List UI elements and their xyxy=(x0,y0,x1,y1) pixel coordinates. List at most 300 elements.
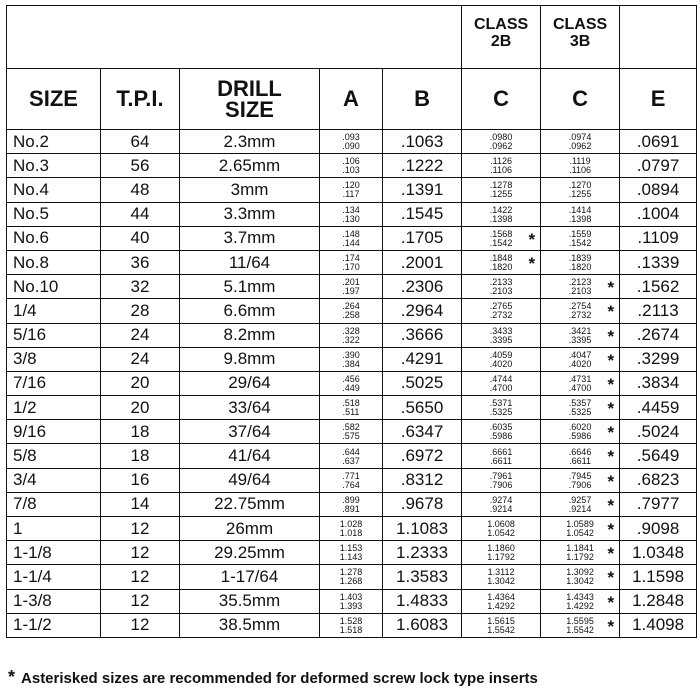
a-max: 1.028 xyxy=(339,519,363,530)
cell-c-2b xyxy=(462,226,541,250)
a-max: .328 xyxy=(342,325,360,336)
cell-tpi: 28 xyxy=(101,299,180,323)
header-tpi: T.P.I. xyxy=(101,69,180,130)
c3b-min: .2103 xyxy=(568,286,592,297)
a-range xyxy=(342,423,360,441)
a-max: .582 xyxy=(342,422,360,433)
c2b-max: 1.3112 xyxy=(487,567,515,578)
cell-drill-size: 22.75mm xyxy=(180,492,320,516)
cell-size: No.3 xyxy=(7,154,101,178)
a-max: 1.278 xyxy=(339,567,363,578)
c3b-range xyxy=(569,351,592,369)
c2b-min: .0962 xyxy=(489,141,513,152)
cell-drill-size: 29/64 xyxy=(180,371,320,395)
a-min: .130 xyxy=(342,213,360,224)
c2b-range xyxy=(490,327,513,345)
cell-c-3b xyxy=(541,396,620,420)
a-range xyxy=(342,302,360,320)
table-row xyxy=(7,589,697,613)
cell-c-3b xyxy=(541,565,620,589)
cell-c-3b xyxy=(541,541,620,565)
cell-b: .5650 xyxy=(383,396,462,420)
a-min: .637 xyxy=(342,455,360,466)
cell-c-3b xyxy=(541,420,620,444)
c2b-range xyxy=(490,423,513,441)
cell-b: .2306 xyxy=(383,275,462,299)
cell-e: .0797 xyxy=(620,154,697,178)
c3b-max: .2123 xyxy=(568,277,592,288)
column-header-row xyxy=(7,69,697,130)
cell-b: .6972 xyxy=(383,444,462,468)
header-c-3b: C xyxy=(541,69,620,130)
c3b-min: 1.3042 xyxy=(566,576,594,587)
cell-a xyxy=(320,347,383,371)
cell-drill-size: 49/64 xyxy=(180,468,320,492)
c3b-range xyxy=(569,375,592,393)
cell-c-2b xyxy=(462,396,541,420)
a-min: .384 xyxy=(342,358,360,369)
cell-c-3b xyxy=(541,347,620,371)
c3b-max: .1270 xyxy=(568,180,592,191)
c2b-min: 1.3042 xyxy=(487,576,515,587)
cell-c-2b xyxy=(462,420,541,444)
table-row xyxy=(7,420,697,444)
cell-e: .1109 xyxy=(620,226,697,250)
c3b-range xyxy=(569,302,592,320)
c2b-max: .9274 xyxy=(489,494,513,505)
table-body xyxy=(7,130,697,638)
a-range xyxy=(342,496,360,514)
a-range xyxy=(342,448,360,466)
cell-a xyxy=(320,492,383,516)
c3b-max: .0974 xyxy=(568,132,592,143)
c3b-range xyxy=(566,593,594,611)
cell-e: .1004 xyxy=(620,202,697,226)
cell-e: .4459 xyxy=(620,396,697,420)
table-row xyxy=(7,299,697,323)
c3b-range xyxy=(566,568,594,586)
c2b-min: 1.1792 xyxy=(487,552,515,563)
cell-a xyxy=(320,275,383,299)
a-range xyxy=(342,375,360,393)
table-row xyxy=(7,178,697,202)
c3b-range xyxy=(569,423,592,441)
a-min: .090 xyxy=(342,141,360,152)
cell-b: .1222 xyxy=(383,154,462,178)
c3b-min: .5325 xyxy=(568,407,592,418)
c2b-range xyxy=(490,157,512,175)
cell-b: .8312 xyxy=(383,468,462,492)
asterisk-marker: * xyxy=(528,253,536,273)
cell-drill-size: 3mm xyxy=(180,178,320,202)
c2b-range xyxy=(490,472,513,490)
table-row xyxy=(7,613,697,637)
cell-drill-size: 26mm xyxy=(180,517,320,541)
c3b-range xyxy=(569,278,592,296)
cell-size: 3/4 xyxy=(7,468,101,492)
cell-b: .2964 xyxy=(383,299,462,323)
c2b-min: .1398 xyxy=(489,213,513,224)
c3b-range xyxy=(569,327,592,345)
a-min: .511 xyxy=(342,407,360,418)
a-range xyxy=(342,254,360,272)
c2b-min: 1.4292 xyxy=(487,600,515,611)
cell-c-3b xyxy=(541,178,620,202)
cell-c-2b xyxy=(462,468,541,492)
cell-size: 7/8 xyxy=(7,492,101,516)
a-min: 1.268 xyxy=(339,576,363,587)
c2b-range xyxy=(490,302,513,320)
cell-size: 9/16 xyxy=(7,420,101,444)
cell-a xyxy=(320,420,383,444)
cell-c-2b xyxy=(462,613,541,637)
a-range xyxy=(340,593,363,611)
c3b-max: .7945 xyxy=(568,470,592,481)
table-row xyxy=(7,275,697,299)
c3b-min: .1106 xyxy=(569,165,591,176)
cell-c-2b xyxy=(462,347,541,371)
c2b-min: 1.0542 xyxy=(487,528,515,539)
asterisk-marker: * xyxy=(607,374,615,394)
cell-a xyxy=(320,444,383,468)
cell-tpi: 12 xyxy=(101,541,180,565)
table-row xyxy=(7,226,697,250)
cell-b: .2001 xyxy=(383,250,462,274)
asterisk-marker: * xyxy=(607,326,615,346)
cell-size: 1/4 xyxy=(7,299,101,323)
a-max: .264 xyxy=(342,301,360,312)
a-min: .449 xyxy=(342,382,360,393)
cell-tpi: 14 xyxy=(101,492,180,516)
thread-table-container xyxy=(6,5,696,638)
c2b-min: 1.5542 xyxy=(487,624,515,635)
cell-c-3b xyxy=(541,468,620,492)
c3b-max: .4047 xyxy=(568,349,592,360)
c2b-max: .1848 xyxy=(489,253,513,264)
cell-c-2b xyxy=(462,541,541,565)
cell-e: 1.2848 xyxy=(620,589,697,613)
cell-e: .3834 xyxy=(620,371,697,395)
footnote-asterisk: * xyxy=(8,667,16,687)
cell-drill-size: 5.1mm xyxy=(180,275,320,299)
cell-tpi: 12 xyxy=(101,517,180,541)
cell-a xyxy=(320,202,383,226)
cell-b: 1.4833 xyxy=(383,589,462,613)
header-c-2b: C xyxy=(462,69,541,130)
a-max: .174 xyxy=(342,253,360,264)
cell-e: .0691 xyxy=(620,130,697,154)
c3b-min: .0962 xyxy=(568,141,592,152)
cell-b: .1705 xyxy=(383,226,462,250)
blank-header-cell xyxy=(7,6,462,69)
cell-c-3b xyxy=(541,492,620,516)
c3b-max: 1.3092 xyxy=(566,567,594,578)
c2b-range xyxy=(487,520,515,538)
cell-a xyxy=(320,130,383,154)
cell-size: No.4 xyxy=(7,178,101,202)
class-2b-line2: 2B xyxy=(490,33,512,50)
cell-size: No.5 xyxy=(7,202,101,226)
cell-tpi: 48 xyxy=(101,178,180,202)
c2b-min: .1820 xyxy=(489,262,513,273)
table-row xyxy=(7,565,697,589)
c2b-min: .5325 xyxy=(489,407,513,418)
cell-a xyxy=(320,613,383,637)
a-range xyxy=(342,399,360,417)
c3b-max: 1.0589 xyxy=(566,519,594,530)
cell-e: .5649 xyxy=(620,444,697,468)
cell-drill-size: 1-17/64 xyxy=(180,565,320,589)
c3b-range xyxy=(569,133,592,151)
c2b-min: .9214 xyxy=(489,503,513,514)
c3b-max: .1119 xyxy=(569,156,591,167)
cell-tpi: 24 xyxy=(101,347,180,371)
c3b-min: 1.0542 xyxy=(566,528,594,539)
c2b-range xyxy=(487,617,515,635)
header-e: E xyxy=(620,69,697,130)
cell-drill-size: 35.5mm xyxy=(180,589,320,613)
table-row xyxy=(7,154,697,178)
asterisk-marker: * xyxy=(607,544,615,564)
cell-e: 1.0348 xyxy=(620,541,697,565)
a-max: .148 xyxy=(342,228,360,239)
asterisk-marker: * xyxy=(528,229,536,249)
table-row xyxy=(7,444,697,468)
c2b-range xyxy=(487,593,515,611)
cell-drill-size: 6.6mm xyxy=(180,299,320,323)
c3b-range xyxy=(569,448,592,466)
cell-c-2b xyxy=(462,130,541,154)
cell-size: 1/2 xyxy=(7,396,101,420)
c3b-min: .5986 xyxy=(568,431,592,442)
c3b-min: 1.5542 xyxy=(566,624,594,635)
c2b-max: .6661 xyxy=(489,446,513,457)
cell-tpi: 44 xyxy=(101,202,180,226)
c3b-min: .6611 xyxy=(569,455,591,466)
c2b-min: .1106 xyxy=(490,165,512,176)
cell-tpi: 12 xyxy=(101,589,180,613)
cell-b: 1.2333 xyxy=(383,541,462,565)
a-min: .891 xyxy=(342,503,360,514)
cell-c-2b xyxy=(462,371,541,395)
c2b-min: .7906 xyxy=(489,479,513,490)
cell-e: .1339 xyxy=(620,250,697,274)
cell-a xyxy=(320,371,383,395)
cell-drill-size: 38.5mm xyxy=(180,613,320,637)
c2b-min: .2103 xyxy=(489,286,513,297)
a-max: .456 xyxy=(342,373,360,384)
c3b-min: .4020 xyxy=(568,358,592,369)
header-drill-line1: DRILL xyxy=(217,76,282,101)
a-range xyxy=(342,327,360,345)
asterisk-marker: * xyxy=(607,278,615,298)
c2b-max: .4744 xyxy=(489,373,513,384)
table-row xyxy=(7,347,697,371)
class-3b-header xyxy=(541,6,620,69)
c3b-min: 1.1792 xyxy=(566,552,594,563)
cell-b: .4291 xyxy=(383,347,462,371)
a-min: .170 xyxy=(342,262,360,273)
cell-b: .9678 xyxy=(383,492,462,516)
c3b-max: .5357 xyxy=(568,398,592,409)
asterisk-marker: * xyxy=(607,616,615,636)
cell-c-3b xyxy=(541,250,620,274)
asterisk-marker: * xyxy=(607,520,615,539)
cell-tpi: 16 xyxy=(101,468,180,492)
cell-a xyxy=(320,250,383,274)
cell-tpi: 20 xyxy=(101,371,180,395)
cell-size: 1-3/8 xyxy=(7,589,101,613)
cell-tpi: 32 xyxy=(101,275,180,299)
asterisk-marker: * xyxy=(607,399,615,419)
table-row xyxy=(7,468,697,492)
cell-tpi: 56 xyxy=(101,154,180,178)
cell-drill-size: 3.3mm xyxy=(180,202,320,226)
cell-drill-size: 11/64 xyxy=(180,250,320,274)
a-min: .117 xyxy=(342,189,360,200)
table-row xyxy=(7,130,697,154)
a-range xyxy=(342,278,360,296)
a-min: 1.018 xyxy=(339,528,363,539)
cell-c-2b xyxy=(462,299,541,323)
a-max: .899 xyxy=(342,494,360,505)
cell-tpi: 20 xyxy=(101,396,180,420)
cell-e: .2674 xyxy=(620,323,697,347)
cell-size: 1 xyxy=(7,517,101,541)
a-min: 1.143 xyxy=(339,552,363,563)
asterisk-marker: * xyxy=(607,302,615,322)
a-max: .093 xyxy=(342,132,360,143)
cell-a xyxy=(320,517,383,541)
footnote xyxy=(8,667,538,688)
asterisk-marker: * xyxy=(607,447,615,467)
cell-e: .2113 xyxy=(620,299,697,323)
class-2b-header xyxy=(462,6,541,69)
class-2b-line1: CLASS xyxy=(473,16,529,33)
footnote-text: Asterisked sizes are recommended for deformed screw lock type inserts xyxy=(21,670,538,687)
a-min: 1.518 xyxy=(339,624,363,635)
cell-a xyxy=(320,565,383,589)
c3b-min: .1820 xyxy=(568,262,592,273)
c2b-max: .1422 xyxy=(489,204,513,215)
c2b-max: .4059 xyxy=(489,349,513,360)
cell-size: No.10 xyxy=(7,275,101,299)
cell-c-3b xyxy=(541,517,620,541)
cell-a xyxy=(320,541,383,565)
cell-a xyxy=(320,589,383,613)
cell-drill-size: 2.3mm xyxy=(180,130,320,154)
a-max: .644 xyxy=(342,446,360,457)
a-max: .120 xyxy=(342,180,360,191)
cell-a xyxy=(320,299,383,323)
c3b-range xyxy=(569,181,592,199)
c2b-max: .3433 xyxy=(489,325,513,336)
c2b-max: 1.1860 xyxy=(487,543,515,554)
cell-e: .6823 xyxy=(620,468,697,492)
c2b-max: .5371 xyxy=(489,398,513,409)
cell-c-2b xyxy=(462,492,541,516)
a-max: .134 xyxy=(342,204,360,215)
a-max: .771 xyxy=(342,470,360,481)
c3b-range xyxy=(569,472,592,490)
cell-a xyxy=(320,178,383,202)
c3b-max: .2754 xyxy=(568,301,592,312)
a-max: 1.403 xyxy=(339,591,363,602)
c2b-min: .1255 xyxy=(489,189,513,200)
c3b-max: .1559 xyxy=(568,228,592,239)
c3b-min: 1.4292 xyxy=(566,600,594,611)
c3b-range xyxy=(569,157,591,175)
cell-c-2b xyxy=(462,250,541,274)
c3b-min: .1398 xyxy=(568,213,592,224)
c2b-max: 1.5615 xyxy=(487,615,515,626)
cell-b: .5025 xyxy=(383,371,462,395)
cell-tpi: 36 xyxy=(101,250,180,274)
a-max: .106 xyxy=(342,156,360,167)
cell-b: .1545 xyxy=(383,202,462,226)
cell-c-2b xyxy=(462,154,541,178)
cell-c-2b xyxy=(462,444,541,468)
c3b-range xyxy=(569,230,592,248)
c3b-max: .6020 xyxy=(568,422,592,433)
table-row xyxy=(7,492,697,516)
cell-c-2b xyxy=(462,323,541,347)
asterisk-marker: * xyxy=(607,495,615,515)
a-min: .197 xyxy=(342,286,360,297)
c2b-min: .6611 xyxy=(490,455,512,466)
cell-e: 1.4098 xyxy=(620,613,697,637)
a-range xyxy=(342,351,360,369)
cell-a xyxy=(320,468,383,492)
cell-drill-size: 37/64 xyxy=(180,420,320,444)
c3b-min: .1542 xyxy=(568,237,592,248)
blank-header-cell-e xyxy=(620,6,697,69)
c3b-min: .7906 xyxy=(568,479,592,490)
cell-size: 5/8 xyxy=(7,444,101,468)
cell-a xyxy=(320,396,383,420)
cell-size: 5/16 xyxy=(7,323,101,347)
c2b-min: .4700 xyxy=(489,382,513,393)
cell-c-3b xyxy=(541,154,620,178)
a-max: 1.153 xyxy=(339,543,363,554)
c2b-min: .1542 xyxy=(489,237,513,248)
a-min: .322 xyxy=(342,334,360,345)
c3b-max: .4731 xyxy=(568,373,592,384)
c2b-range xyxy=(490,230,513,248)
cell-e: .1562 xyxy=(620,275,697,299)
a-min: .258 xyxy=(342,310,360,321)
c2b-min: .3395 xyxy=(489,334,513,345)
cell-e: .7977 xyxy=(620,492,697,516)
a-min: 1.393 xyxy=(339,600,363,611)
header-size: SIZE xyxy=(7,69,101,130)
header-drill-line2: SIZE xyxy=(225,97,274,122)
table-row xyxy=(7,202,697,226)
a-max: .201 xyxy=(342,277,360,288)
a-min: .103 xyxy=(342,165,360,176)
cell-c-3b xyxy=(541,130,620,154)
c2b-range xyxy=(490,133,513,151)
cell-drill-size: 3.7mm xyxy=(180,226,320,250)
table-row xyxy=(7,323,697,347)
cell-e: .5024 xyxy=(620,420,697,444)
cell-c-3b xyxy=(541,589,620,613)
a-min: .575 xyxy=(342,431,360,442)
cell-b: .1391 xyxy=(383,178,462,202)
cell-c-3b xyxy=(541,371,620,395)
asterisk-marker: * xyxy=(607,423,615,443)
a-max: .518 xyxy=(342,398,360,409)
